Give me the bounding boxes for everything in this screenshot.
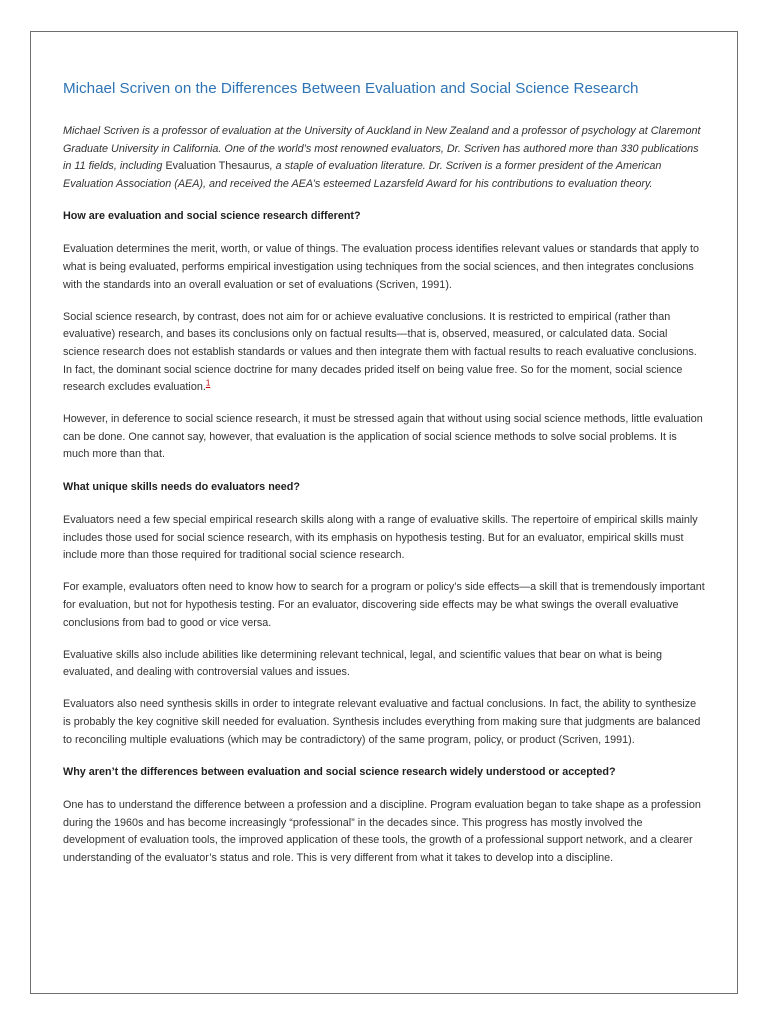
intro-paragraph: [63, 123, 705, 193]
footnote-link[interactable]: 1: [205, 378, 211, 388]
intro-book-title: Evaluation Thesaurus: [165, 160, 270, 173]
paragraph-3: However, in deference to social science research, it must be stressed again that without using social science methods, little evaluation can be done. One cannot say, however, that evaluation is the application of social science methods to solve social problems. It is much more than that.: [63, 413, 703, 461]
paragraph-4: Evaluators need a few special empirical research skills along with a range of evaluative skills. The repertoire of empirical skills mainly includes those used for social science research, with its emphasis on hypothesis testing. But for an evaluator, empirical skills must include more than those required for traditional social science research.: [63, 514, 698, 562]
paragraph-6: Evaluative skills also include abilities like determining relevant technical, legal, and scientific values that bear on what is being evaluated, and dealing with controversial values and issues.: [63, 648, 662, 679]
paragraph-5: For example, evaluators often need to know how to search for a program or policy’s side effects—a skill that is tremendously important for evaluation, but not for hypothesis testing. For an evaluator, discovering side effects may be what swings the overall evaluative conclusions from bad to good or vice versa.: [63, 581, 705, 629]
page-title: Michael Scriven on the Differences Between Evaluation and Social Science Research: [63, 80, 639, 97]
paragraph-1: Evaluation determines the merit, worth, or value of things. The evaluation process identifies relevant values or standards that apply to what is being evaluated, performs empirical investigation using techniques from the social sciences, and then integrates conclusions with the standards into an overall evaluation or set of evaluations (Scriven, 1991).: [63, 243, 699, 291]
document-content: [63, 80, 705, 882]
paragraph-7: Evaluators also need synthesis skills in order to integrate relevant evaluative and factual conclusions. In fact, the ability to synthesize is probably the key cognitive skill needed for evaluation. Synthesis includes everything from making sure that judgments are balanced to reconciling multiple evaluations (which may be contradictory) of the same program, policy, or product (Scriven, 1991).: [63, 698, 701, 746]
paragraph-8: One has to understand the difference between a profession and a discipline. Program evaluation began to take shape as a profession during the 1960s and has become increasingly “professional” in the decades since. This progress has mostly involved the development of evaluation tools, the improved application of these tools, the growth of a professional support network, and a clearer understanding of the evaluator’s status and role. This is very different from what it takes to develop into a discipline.: [63, 799, 701, 864]
intro-text-b: , a staple of evaluation literature. Dr. Scriven is a former president of the American Evaluation Association (AEA), and received the AEA’s esteemed Lazarsfeld Award for his contributions to evaluation theory.: [63, 160, 662, 190]
intro-text-a: Michael Scriven is a professor of evaluation at the University of Auckland in New Zealand and a professor of psychology at Claremont Graduate University in California. One of the world’s most renowned evaluators, Dr. Scriven has authored more than 330 publications in 11 fields, including: [63, 125, 701, 173]
document-page: [30, 31, 738, 994]
paragraph-2-text: Social science research, by contrast, does not aim for or achieve evaluative conclusions. It is restricted to empirical (rather than evaluative) research, and bases its conclusions only on factual results—that is, observed, measured, or calculated data. Social science research does not establish standards or values and then integrate them with factual results to reach evaluative conclusions. In fact, the dominant social science doctrine for many decades prided itself on being value free. So for the moment, social science research excludes evaluation.: [63, 310, 697, 394]
question-heading-3: Why aren’t the differences between evaluation and social science research widely understood or accepted?: [63, 765, 616, 778]
question-heading-1: How are evaluation and social science research different?: [63, 209, 361, 222]
paragraph-2: [63, 309, 705, 397]
question-heading-2: What unique skills needs do evaluators need?: [63, 480, 300, 493]
